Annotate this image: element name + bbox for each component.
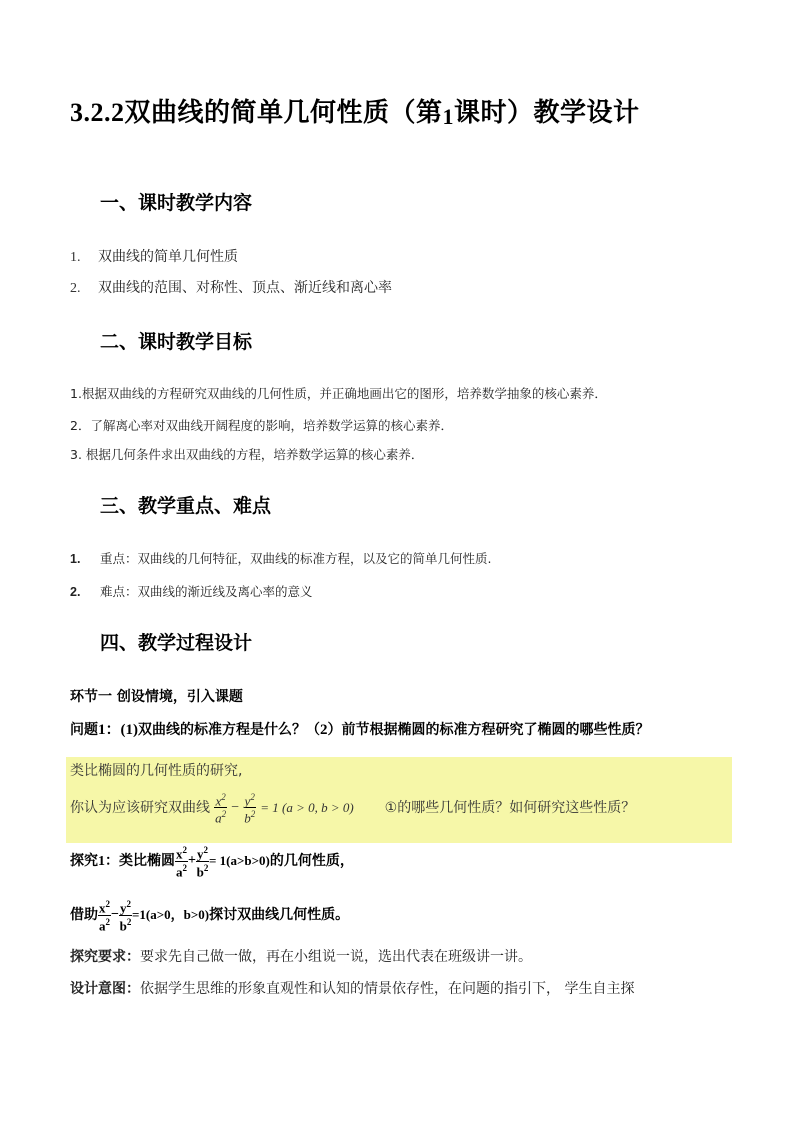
page-title bbox=[70, 92, 640, 129]
question-1: 问题1：(1)双曲线的标准方程是什么？（2）前节根据椭圆的标准方程研究了椭圆的哪些性质？ bbox=[70, 722, 650, 738]
section-heading-keypoints: 三、教学重点、难点 bbox=[100, 495, 272, 517]
hyperbola-equation-tail: =1(a>0，b>0) bbox=[131, 907, 210, 922]
section-heading-content: 一、课时教学内容 bbox=[100, 192, 253, 214]
highlight-line-2: 你认为应该研究双曲线 $\frac{x^2}{a^2}$ − $\frac{y^2}{b^2}$ = 1 (a > 0, b > 0) ①的哪些几何性质？如何研究这些性质？ bbox=[70, 792, 636, 826]
title-number: 3.2.2 bbox=[70, 98, 125, 127]
section-heading-process: 四、教学过程设计 bbox=[100, 632, 253, 654]
fraction-y2-b2: $\frac{y^2}{b^2}$ bbox=[244, 792, 256, 826]
fraction-x2-a2: $\frac{x^2}{a^2}$ bbox=[215, 792, 227, 826]
title-part2: 课时）教学设计 bbox=[454, 98, 640, 128]
title-part1: 双曲线的简单几何性质（第 bbox=[124, 98, 443, 128]
goal-item: 3. 根据几何条件求出双曲线的方程，培养数学运算的核心素养． bbox=[70, 447, 424, 462]
ellipse-equation-tail: = 1(a>b>0) bbox=[208, 853, 270, 868]
borrow-line: 借助 $\frac{x^2}{a^2}$ − $\frac{y^2}{b^2}$ =1(a>0，b>0)探讨双曲线几何性质。 bbox=[70, 899, 350, 933]
fraction-y2-b2: $\frac{y^2}{b^2}$ bbox=[119, 899, 132, 933]
stage-heading: 环节一 创设情境，引入课题 bbox=[70, 689, 243, 705]
fraction-y2-b2: $\frac{y^2}{b^2}$ bbox=[196, 845, 209, 879]
key-point-item: 1. 重点：双曲线的几何特征，双曲线的标准方程，以及它的简单几何性质. bbox=[70, 551, 492, 566]
list-item: 2. 双曲线的范围、对称性、顶点、渐近线和离心率 bbox=[70, 280, 392, 296]
key-point-item: 2. 难点：双曲线的渐近线及离心率的意义 bbox=[70, 584, 313, 599]
fraction-x2-a2: $\frac{x^2}{a^2}$ bbox=[99, 899, 110, 933]
goal-item: 1.根据双曲线的方程研究双曲线的几何性质，并正确地画出它的图形，培养数学抽象的核心素养． bbox=[70, 386, 607, 401]
hyperbola-equation-tail: = 1 (a > 0, b > 0) bbox=[260, 799, 354, 815]
explore-1: 探究1：类比椭圆 $\frac{x^2}{a^2}$ + $\frac{y^2}{b^2}$ = 1(a>b>0)的几何性质， bbox=[70, 845, 354, 879]
fraction-x2-a2: $\frac{x^2}{a^2}$ bbox=[176, 845, 187, 879]
goal-item: 2．了解离心率对双曲线开阔程度的影响，培养数学运算的核心素养． bbox=[70, 418, 453, 433]
list-item: 1. 双曲线的简单几何性质 bbox=[70, 249, 238, 265]
title-lesson-number: 1 bbox=[442, 104, 455, 129]
section-heading-goals: 二、课时教学目标 bbox=[100, 331, 253, 353]
explore-requirement: 探究要求：要求先自己做一做，再在小组说一说，选出代表在班级讲一讲。 bbox=[70, 949, 532, 965]
highlight-line-1: 类比椭圆的几何性质的研究, bbox=[70, 763, 243, 779]
design-intent: 设计意图：依据学生思维的形象直观性和认知的情景依存性，在问题的指引下， 学生自主探 bbox=[70, 981, 635, 997]
